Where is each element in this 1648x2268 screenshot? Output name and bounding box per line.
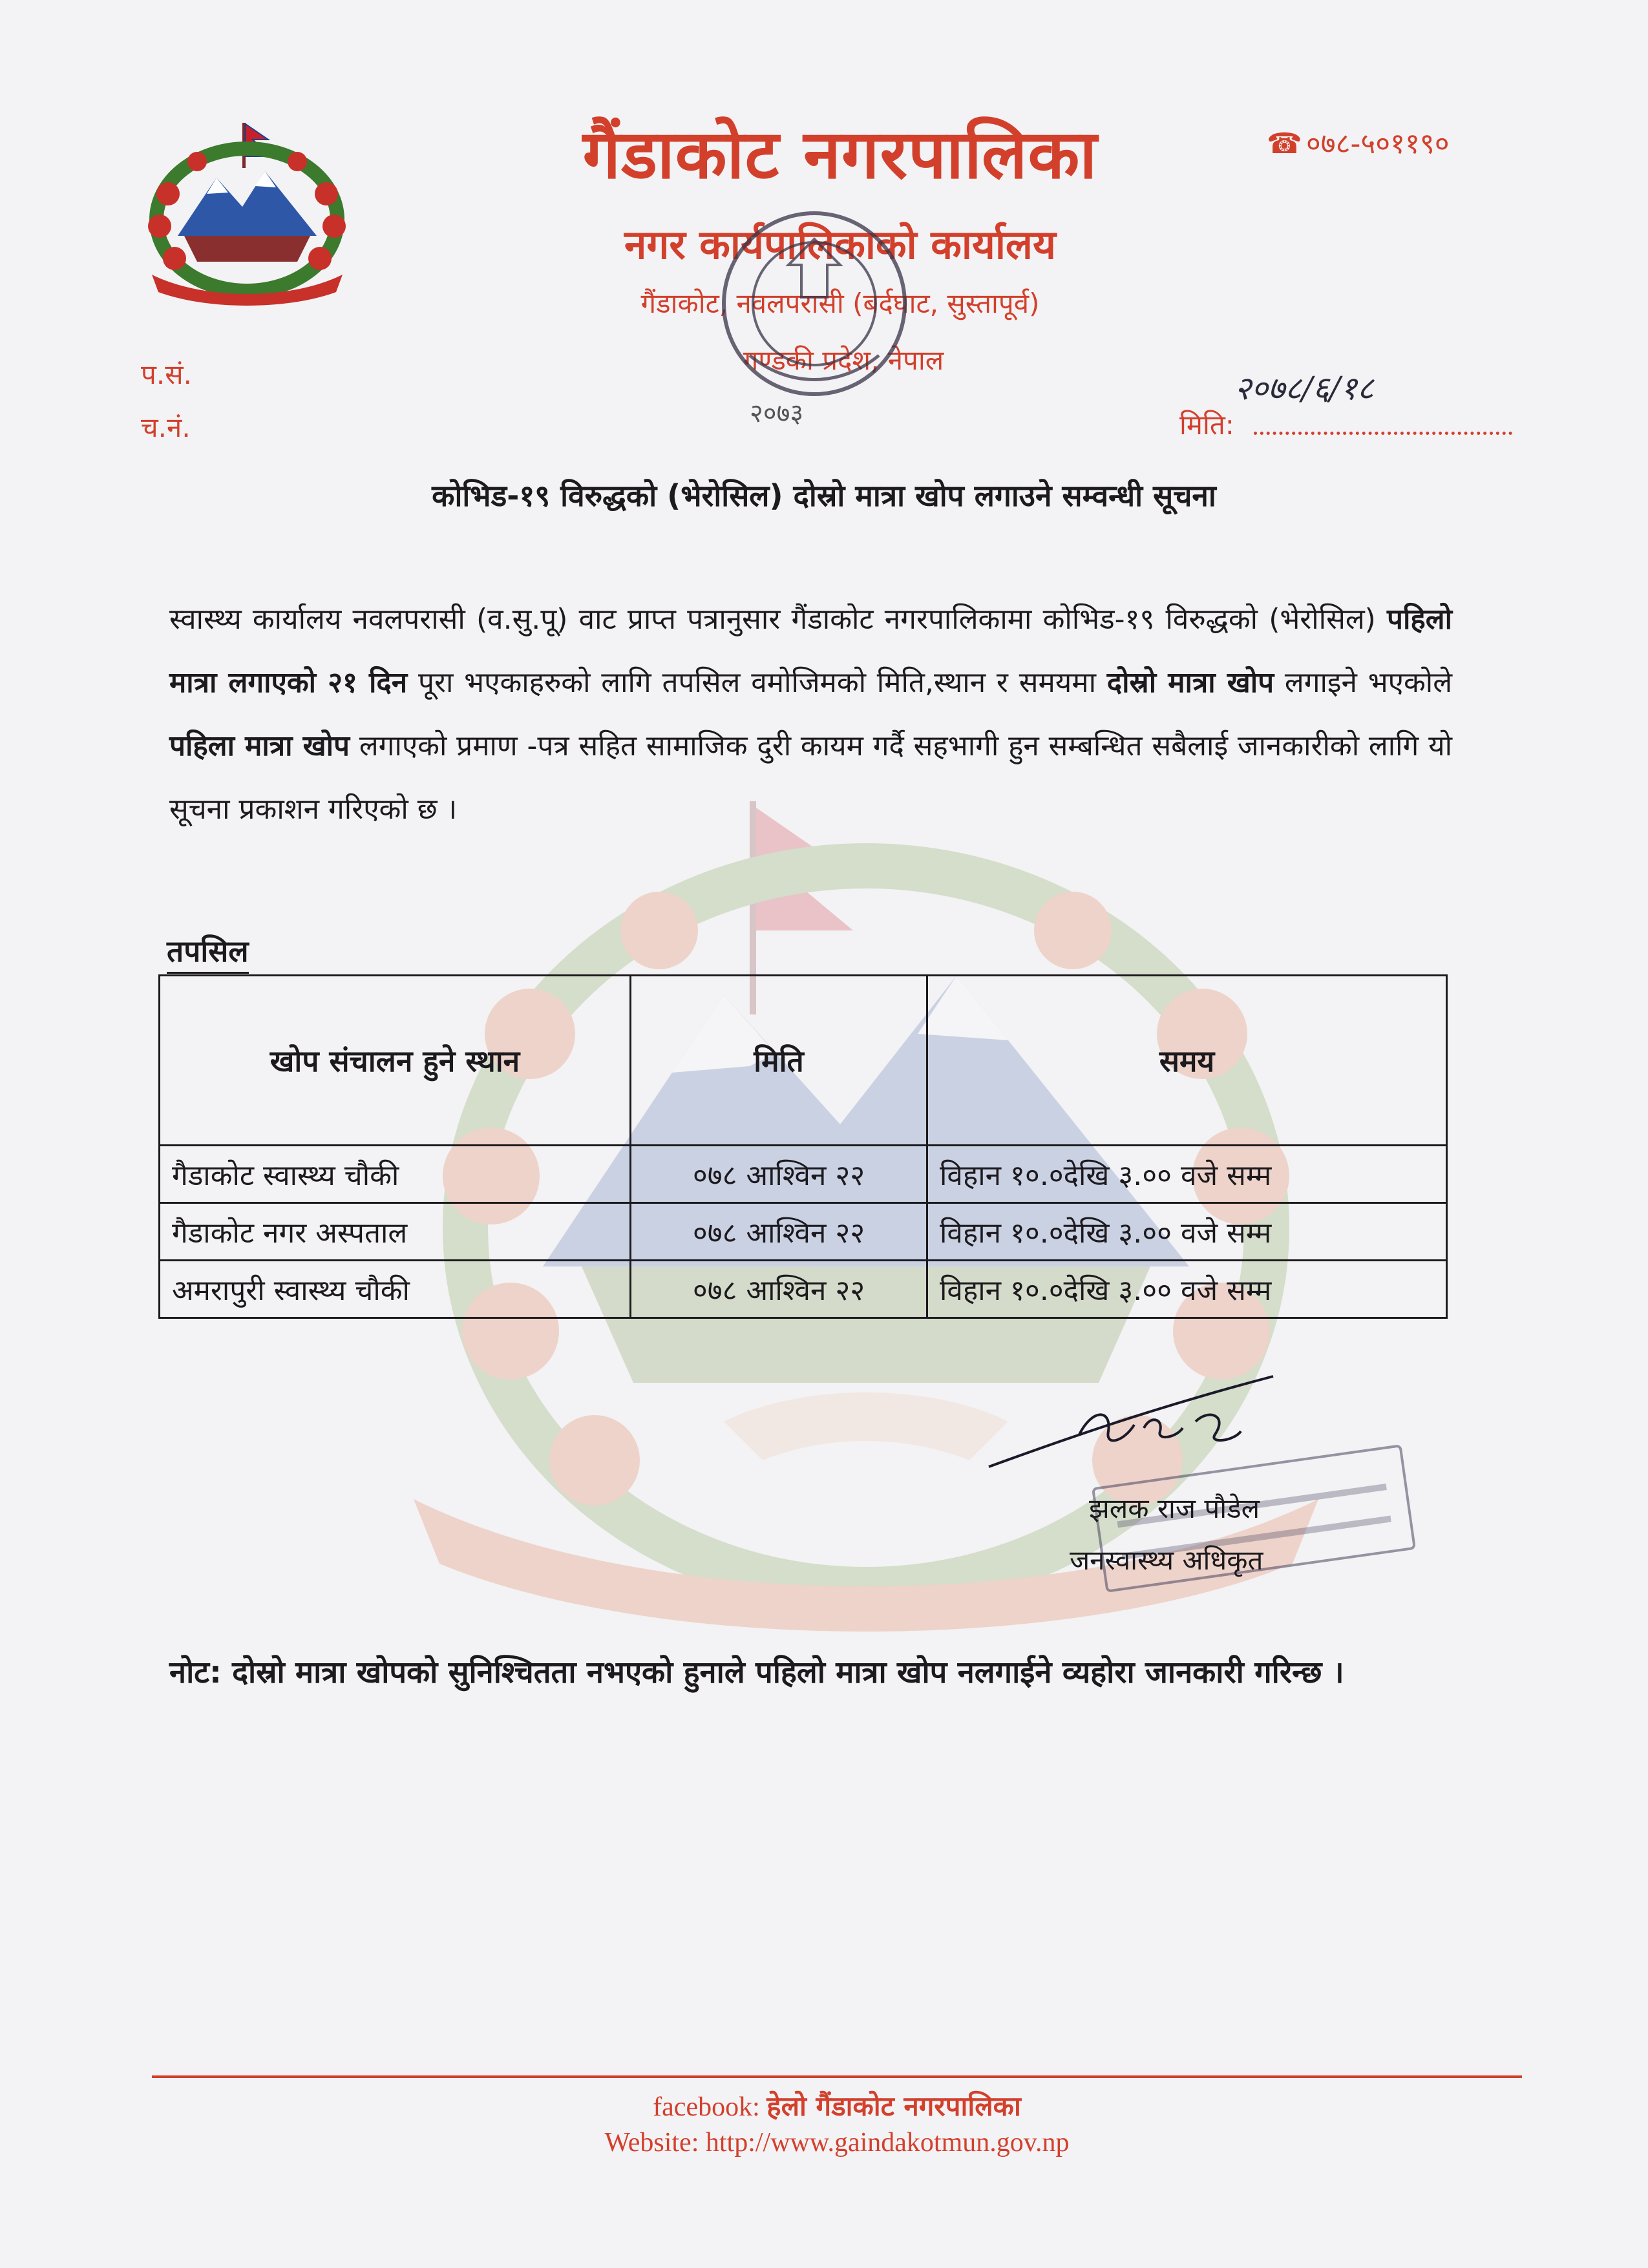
column-header-time: समय <box>927 976 1447 1146</box>
ref-cn-label: च.नं. <box>141 412 191 443</box>
table-row <box>160 1203 1447 1261</box>
schedule-heading: तपसिल <box>167 930 249 974</box>
org-title: गैंडाकोट नगरपालिका <box>582 115 1098 194</box>
column-header-date: मिति <box>631 976 927 1146</box>
signatory-name: झलक राज पौडेल <box>1089 1493 1260 1524</box>
phone-value: ०७८-५०११९० <box>1305 127 1450 160</box>
schedule-table <box>158 974 1448 1319</box>
nepal-government-emblem-icon <box>139 123 355 307</box>
footer-divider <box>152 2075 1522 2078</box>
footer-website: Website: http://www.gaindakotmun.gov.np <box>604 2128 1070 2158</box>
cell-location: अमरापुरी स्वास्थ्य चौकी <box>160 1261 631 1318</box>
facebook-page: हेलो गैंडाकोट नगरपालिका <box>766 2090 1021 2122</box>
cell-time: विहान १०.०देखि ३.०० वजे सम्म <box>927 1203 1447 1261</box>
telephone-icon: ☎ <box>1267 127 1302 160</box>
date-dotted-line <box>1254 432 1512 435</box>
date-label: मिति: <box>1179 409 1234 441</box>
cell-date: ०७८ आश्विन २२ <box>631 1203 927 1261</box>
body-text-4: लगाएको प्रमाण -पत्र सहित सामाजिक दुरी कायम गर्दै सहभागी हुन सम्बन्धित सबैलाई जानकारीको लागि यो सूचना प्रकाशन गरिएको छ । <box>169 730 1453 826</box>
org-subtitle: नगर कार्यपालिकाको कार्यालय <box>624 221 1056 268</box>
phone-number <box>1267 123 1450 162</box>
cell-time: विहान १०.०देखि ३.०० वजे सम्म <box>927 1146 1447 1203</box>
table-header-row <box>160 976 1447 1146</box>
notice-body <box>169 588 1452 841</box>
facebook-label: facebook: <box>653 2092 760 2122</box>
cell-location: गैडाकोट स्वास्थ्य चौकी <box>160 1146 631 1203</box>
body-bold-2: दोस्रो मात्रा खोप <box>1106 666 1274 699</box>
org-address: गैंडाकोट, नवलपरासी (बर्दघाट, सुस्तापूर्व) <box>640 288 1040 319</box>
table-row <box>160 1146 1447 1203</box>
date-value: २०७८/६/१८ <box>1234 370 1374 407</box>
cell-location: गैडाकोट नगर अस्पताल <box>160 1203 631 1261</box>
table-row <box>160 1261 1447 1318</box>
cell-date: ०७८ आश्विन २२ <box>631 1146 927 1203</box>
cell-time: विहान १०.०देखि ३.०० वजे सम्म <box>927 1261 1447 1318</box>
body-text-2: पूरा भएकाहरुको लागि तपसिल वमोजिमको मिति,स्थान र समयमा <box>407 666 1107 699</box>
org-established-year: २०७३ <box>750 399 804 428</box>
footer-facebook <box>152 2087 1522 2124</box>
notice-subject: कोभिड-१९ विरुद्धको (भेरोसिल) दोस्रो मात्रा खोप लगाउने सम्वन्धी सूचना <box>432 478 1216 513</box>
body-bold-3: पहिला मात्रा खोप <box>169 730 350 762</box>
notice-note: नोट: दोस्रो मात्रा खोपको सुनिश्चितता नभएको हुनाले पहिलो मात्रा खोप नलगाईने व्यहोरा जानकारी गरिन्छ । <box>169 1655 1344 1690</box>
office-stamp-icon <box>711 194 918 433</box>
column-header-location: खोप संचालन हुने स्थान <box>160 976 631 1146</box>
cell-date: ०७८ आश्विन २२ <box>631 1261 927 1318</box>
body-text-1: स्वास्थ्य कार्यालय नवलपरासी (व.सु.पू) वाट प्राप्त पत्रानुसार गैंडाकोट नगरपालिकामा कोभिड-१९ विरुद्धको (भेरोसिल) <box>169 603 1388 636</box>
body-text-3: लगाइने भएकोले <box>1274 666 1453 699</box>
ref-ps-label: प.सं. <box>141 359 192 390</box>
org-country: गण्डकी प्रदेश, नेपाल <box>743 344 944 376</box>
body-bold-1: पहिलो मात्रा लगाएको २१ दिन <box>169 603 1452 699</box>
signatory-title: जनस्वास्थ्य अधिकृत <box>1070 1544 1263 1576</box>
